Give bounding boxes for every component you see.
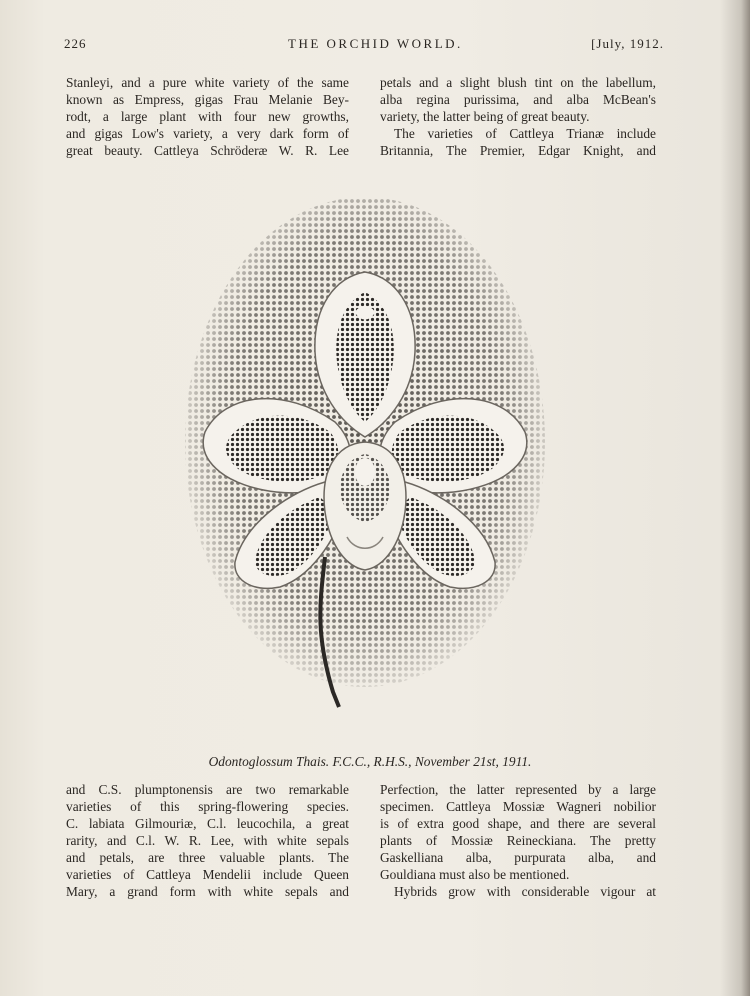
text-line: rodt, a large plant with four new growths, bbox=[66, 109, 349, 124]
text-line: Mary, a grand form with white sepals and bbox=[66, 884, 349, 899]
text-line: The varieties of Cattleya Trianæ include bbox=[394, 126, 656, 141]
text-line: plants of Mossiæ Reineckiana. The pretty bbox=[380, 833, 656, 848]
text-line: Gouldiana must also be mentioned. bbox=[380, 867, 570, 882]
orchid-flower-image bbox=[175, 192, 555, 722]
page-number: 226 bbox=[64, 36, 87, 51]
text-column-top-right bbox=[380, 74, 656, 159]
text-line: rarity, and C.l. W. R. Lee, with white sepals bbox=[66, 833, 349, 848]
text-line: Perfection, the latter represented by a large bbox=[380, 782, 656, 797]
text-line: is of extra good shape, and there are several bbox=[380, 816, 656, 831]
text-line: and gigas Low's variety, a very dark form of bbox=[66, 126, 349, 141]
text-line: variety, the latter being of great beauty. bbox=[380, 109, 590, 124]
text-line: and C.S. plumptonensis are two remarkable bbox=[66, 782, 349, 797]
text-line: C. labiata Gilmouriæ, C.l. leucochila, a great bbox=[66, 816, 349, 831]
page-gutter-shadow bbox=[720, 0, 750, 996]
text-line: alba regina purissima, and alba McBean's bbox=[380, 92, 656, 107]
figure-caption: Odontoglossum Thais. F.C.C., R.H.S., November 21st, 1911. bbox=[208, 754, 532, 769]
text-line: varieties of Cattleya Mendelii include Queen bbox=[66, 867, 349, 882]
issue-date: [July, 1912. bbox=[591, 36, 664, 51]
running-header bbox=[64, 36, 664, 56]
text-line: specimen. Cattleya Mossiæ Wagneri nobilior bbox=[380, 799, 656, 814]
text-line: known as Empress, gigas Frau Melanie Bey- bbox=[66, 92, 349, 107]
text-line: petals and a slight blush tint on the labellum, bbox=[380, 75, 656, 90]
text-column-bottom-left bbox=[66, 781, 349, 900]
running-title: THE ORCHID WORLD. bbox=[288, 36, 463, 51]
text-line: Hybrids grow with considerable vigour at bbox=[394, 884, 656, 899]
text-line: varieties of this spring-flowering species. bbox=[66, 799, 349, 814]
text-column-bottom-right bbox=[380, 781, 656, 900]
orchid-photograph bbox=[175, 192, 555, 722]
text-line: Britannia, The Premier, Edgar Knight, and bbox=[380, 143, 656, 158]
text-line: Stanleyi, and a pure white variety of the same bbox=[66, 75, 349, 90]
text-column-top-left bbox=[66, 74, 349, 159]
text-line: great beauty. Cattleya Schröderæ W. R. Lee bbox=[66, 143, 349, 158]
text-line: Gaskelliana alba, purpurata alba, and bbox=[380, 850, 656, 865]
text-line: and petals, are three valuable plants. The bbox=[66, 850, 349, 865]
